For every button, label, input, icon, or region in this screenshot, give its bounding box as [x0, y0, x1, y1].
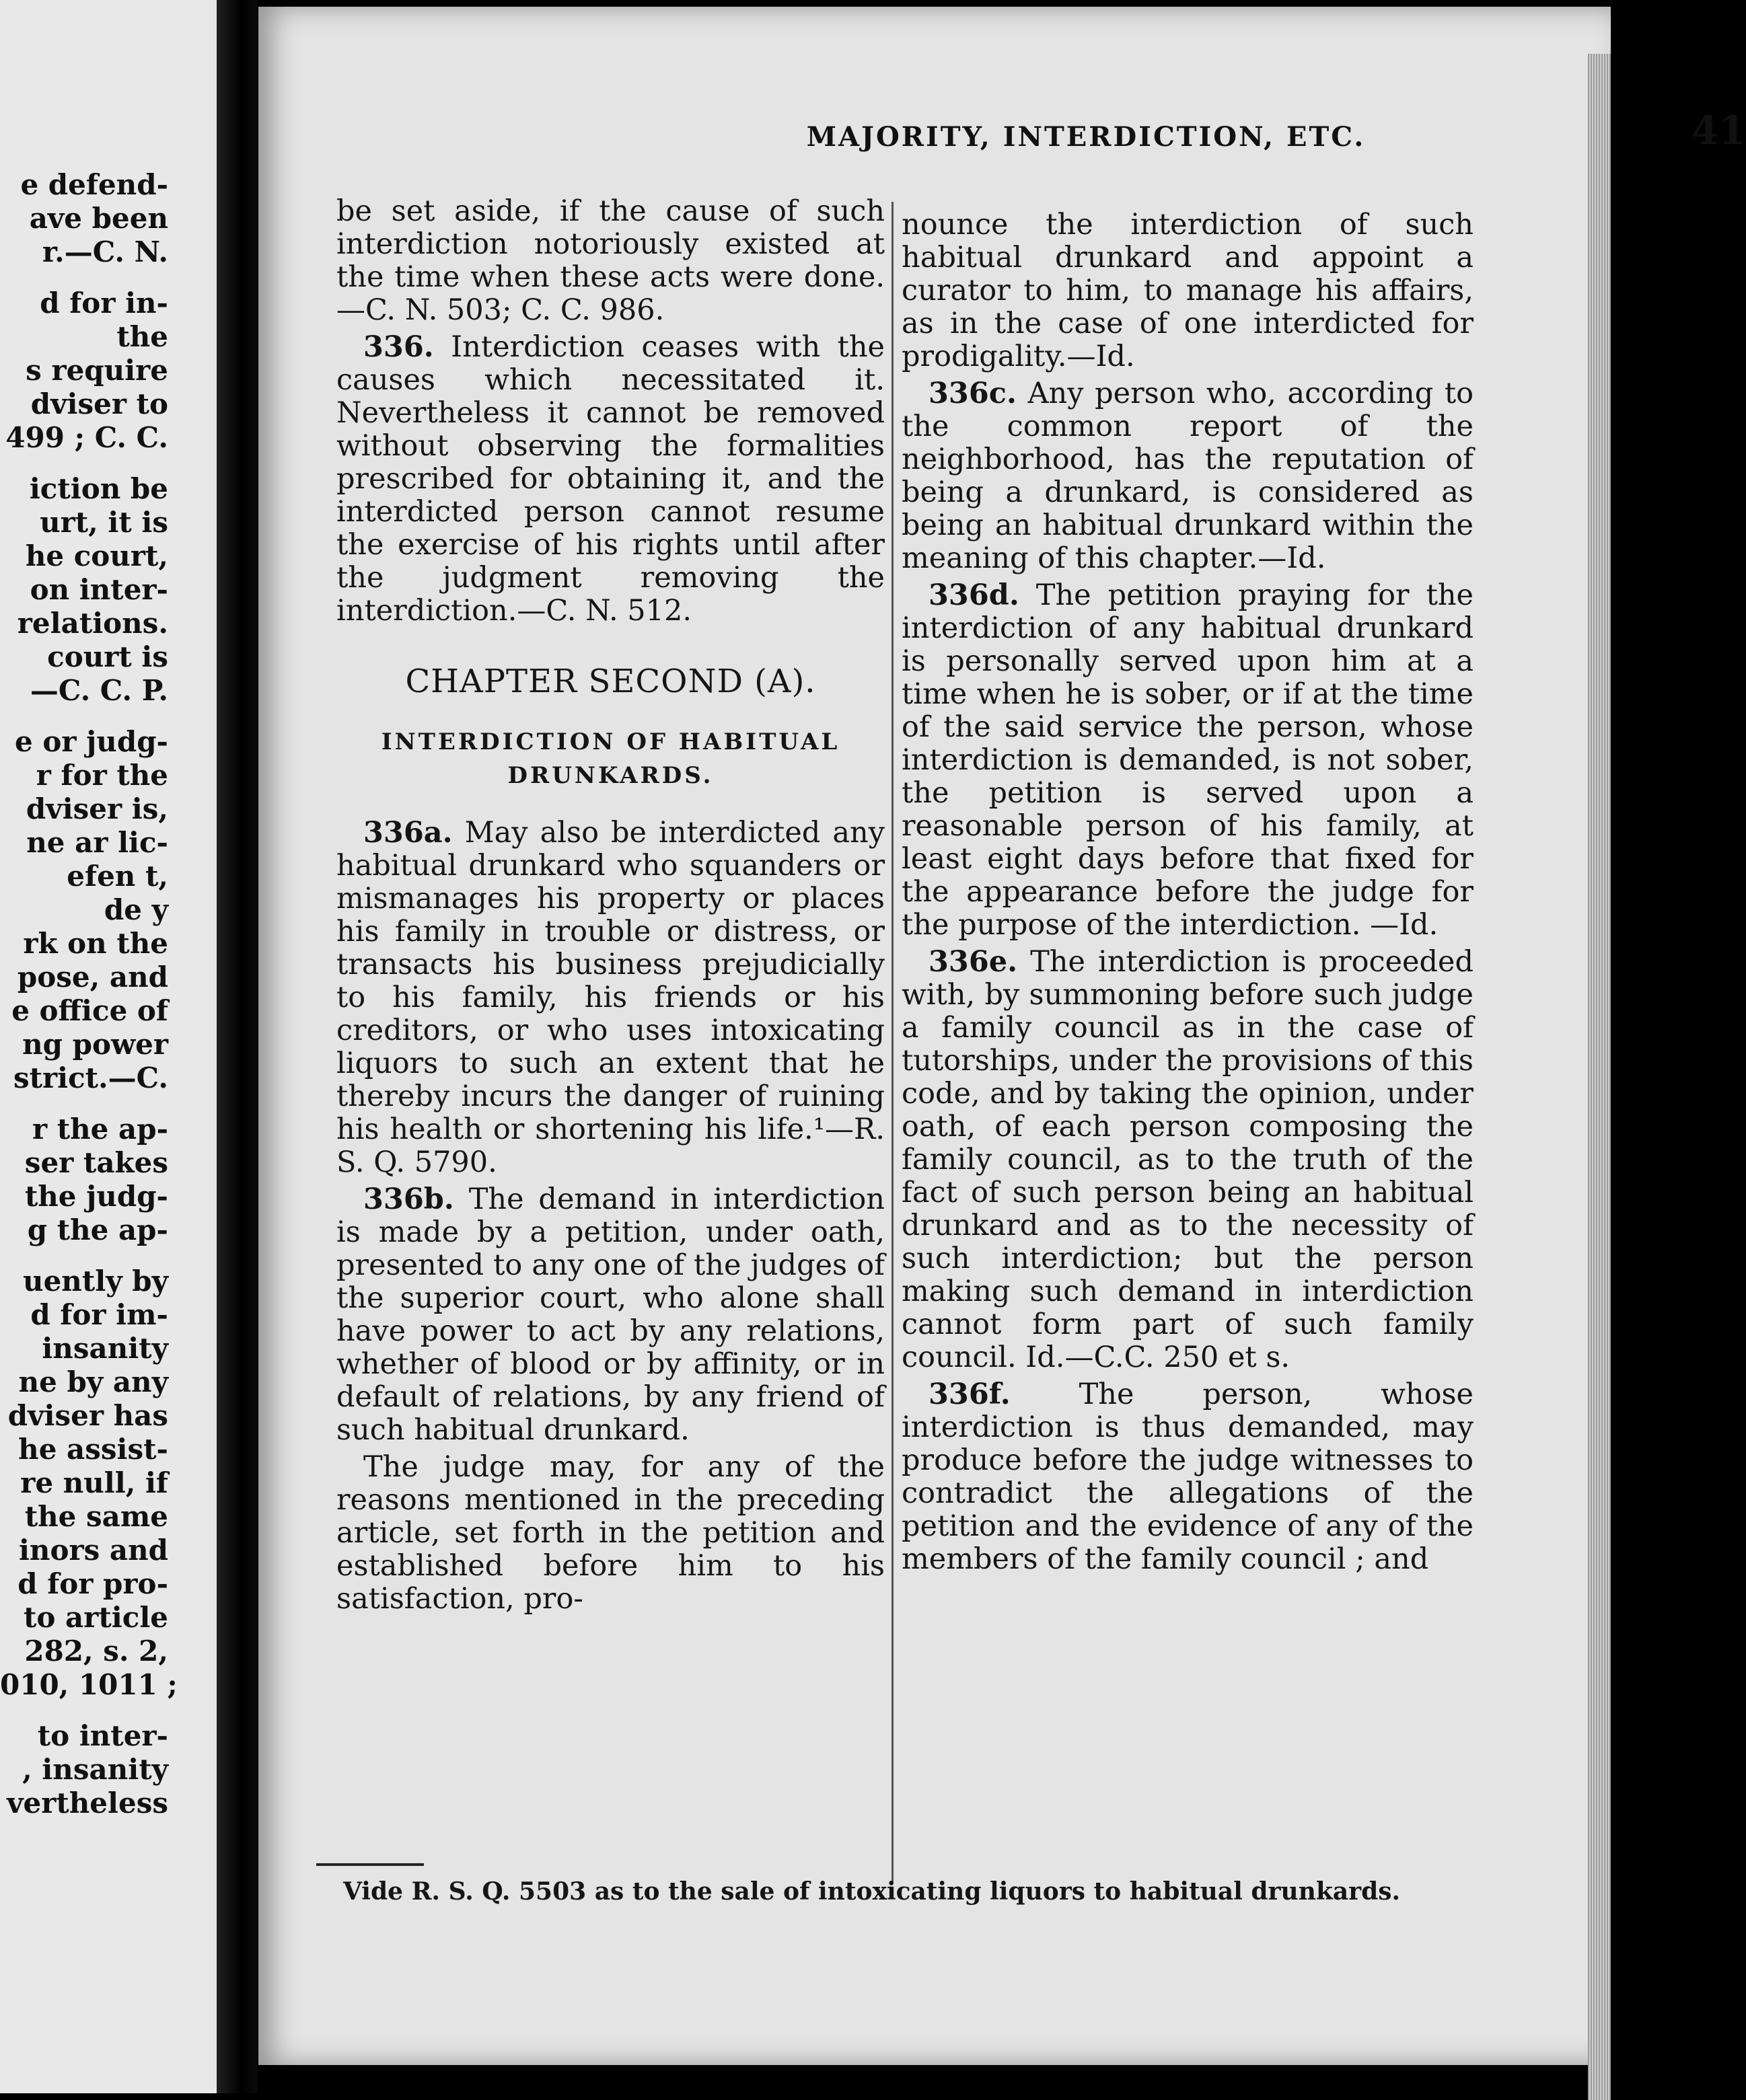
previous-page-line: e office of	[11, 994, 168, 1027]
previous-page-line: 499 ; C. C.	[5, 421, 168, 454]
previous-page-line: iction be	[29, 472, 168, 505]
article-number: 336a.	[363, 816, 453, 850]
previous-page-line: urt, it is	[40, 506, 168, 539]
previous-page-line: ne ar lic-	[26, 826, 168, 859]
article-text: The interdiction is proceeded with, by summoning before such judge a family council as in the case of tutorships, under the provisions of this code, and by taking the opinion, under oath, of each person composing the family council, as to the truth of the fact of such person being an habitual drunkard and as to the necessity of such interdiction; but the person making such demand in interdiction cannot form part of such family council. Id.—C.C. 250 et s.	[902, 945, 1474, 1374]
left-column	[336, 195, 885, 1620]
previous-page-line: the same	[24, 1500, 168, 1533]
previous-page-line: dviser to	[30, 387, 168, 420]
article-336a	[336, 817, 885, 1179]
article-number: 336e.	[929, 945, 1018, 979]
book-binding-gutter	[217, 0, 257, 2093]
previous-page-line: —C. C. P.	[30, 674, 168, 707]
article-336b	[336, 1183, 885, 1447]
previous-page-line: the	[116, 320, 168, 353]
article-336c	[902, 377, 1474, 575]
previous-page-line: ave been	[29, 202, 168, 235]
previous-page-line	[0, 269, 168, 287]
previous-page-line	[0, 1095, 168, 1113]
previous-page-line: relations.	[17, 607, 168, 640]
article-336f	[902, 1378, 1474, 1576]
previous-page-line: 010, 1011 ;	[0, 1668, 178, 1701]
article-text: Any person who, according to the common report of the neighborhood, has the reputation of being a drunkard, is considered as being an habitual drunkard within the meaning of this chapter.—Id.	[902, 377, 1474, 575]
article-text: Interdiction ceases with the causes which necessitated it. Nevertheless it cannot be removed without observing the formalities prescribed for obtaining it, and the interdicted person cannot resume the exercise of his rights until after the judgment removing the interdiction.—C. N. 512.	[336, 330, 885, 628]
previous-page-fragment	[0, 0, 221, 2093]
previous-page-line: r for the	[36, 759, 168, 792]
chapter-subtitle: INTERDICTION OF HABITUAL DRUNKARDS.	[381, 728, 840, 789]
previous-page-line	[0, 708, 168, 725]
column-divider	[892, 202, 894, 1883]
article-text: May also be interdicted any habitual drunkard who squanders or mismanages his property or places his family in trouble or distress, or transacts his business prejudicially to his family, his friends or his creditors, or who uses intoxicating liquors to such an extent that he thereby incurs the danger of ruining his health or shortening his life.¹—R. S. Q. 5790.	[336, 816, 885, 1179]
previous-page-line: dviser is,	[26, 792, 168, 825]
previous-page-line: ng power	[22, 1028, 168, 1061]
previous-page-line: vertheless	[7, 1787, 168, 1820]
previous-page-line: de y	[104, 893, 168, 926]
previous-page-line: d for in-	[40, 287, 168, 320]
previous-page-line: ne by any	[18, 1365, 168, 1398]
judge-paragraph: The judge may, for any of the reasons mentioned in the preceding article, set forth in the petition and established before him to his satisfaction, pro-	[336, 1450, 885, 1616]
footnote-rule	[316, 1863, 424, 1866]
previous-page-line: r.—C. N.	[42, 235, 168, 268]
previous-page-line: e or judg-	[14, 725, 168, 758]
article-336d	[902, 579, 1474, 942]
previous-page-line: , insanity	[22, 1753, 168, 1786]
previous-page-line: the judg-	[24, 1180, 168, 1213]
right-column	[902, 209, 1474, 1580]
previous-page-line: to inter-	[37, 1719, 168, 1752]
previous-page-line: to article	[24, 1601, 168, 1634]
article-text: The petition praying for the interdiction of any habitual drunkard is personally served upon him at a time when he is sober, or if at the time of the said service the person, whose interdiction is demanded, is not sober, the petition is served upon a reasonable person of his family, at least eight days before that fixed for the appearance before the judge for the purpose of the interdiction. —Id.	[902, 578, 1474, 942]
previous-page-line: strict.—C.	[13, 1061, 168, 1094]
article-number: 336b.	[363, 1183, 454, 1216]
previous-page-line: he court,	[25, 539, 168, 572]
article-number: 336.	[363, 330, 434, 364]
article-text: The demand in interdiction is made by a petition, under oath, presented to any one of the judges of the superior court, who alone shall have power to act by any relations, whether of blood or by affinity, or in default of relations, by any friend of such habitual drunkard.	[336, 1183, 885, 1447]
article-336	[336, 331, 885, 628]
previous-page-line: e defend-	[20, 168, 168, 201]
previous-page-line: court is	[47, 640, 168, 673]
previous-page-line: s require	[26, 354, 168, 387]
previous-page-line: insanity	[42, 1332, 168, 1365]
previous-page-line: 282, s. 2,	[24, 1635, 168, 1667]
previous-page-line	[0, 1247, 168, 1265]
page-number: 41	[1692, 108, 1746, 153]
continuation-paragraph: be set aside, if the cause of such interdiction notoriously existed at the time when these acts were done.—C. N. 503; C. C. 986.	[336, 194, 885, 327]
previous-page-line: he assist-	[18, 1433, 168, 1466]
previous-page-line: efen t,	[67, 860, 168, 893]
article-text: The person, whose interdiction is thus demanded, may produce before the judge witnesses to contradict the allegations of the petition and the evidence of any of the members of the family council ; and	[902, 1378, 1474, 1576]
previous-page-line: ser takes	[24, 1146, 168, 1179]
previous-page-line: d for im-	[30, 1298, 168, 1331]
previous-page-line: d for pro-	[17, 1567, 168, 1600]
previous-page-line: re null, if	[20, 1466, 168, 1499]
previous-page-line: dviser has	[7, 1399, 168, 1432]
article-number: 336d.	[929, 578, 1019, 612]
article-number: 336f.	[929, 1378, 1011, 1411]
previous-page-line	[0, 1702, 168, 1719]
previous-page-line: r the ap-	[32, 1113, 168, 1146]
previous-page-line: g the ap-	[27, 1213, 168, 1246]
previous-page-line: rk on the	[23, 927, 168, 960]
previous-page-line: pose, and	[17, 961, 168, 993]
article-336e	[902, 946, 1474, 1374]
previous-page-line: inors and	[18, 1534, 168, 1567]
footnote: Vide R. S. Q. 5503 as to the sale of intoxicating liquors to habitual drunkards.	[343, 1877, 1401, 1906]
previous-page-line: uently by	[23, 1265, 168, 1298]
article-number: 336c.	[929, 377, 1017, 410]
chapter-title: CHAPTER SECOND (A).	[405, 663, 816, 700]
continuation-paragraph: nounce the interdiction of such habitual drunkard and appoint a curator to him, to manage his affairs, as in the case of one interdicted for prodigality.—Id.	[902, 208, 1474, 373]
previous-page-text	[0, 168, 178, 1820]
previous-page-line: on inter-	[30, 573, 168, 606]
page-edges	[1588, 54, 1611, 2100]
previous-page-line	[0, 455, 168, 472]
running-title: MAJORITY, INTERDICTION, ETC.	[806, 121, 1366, 153]
